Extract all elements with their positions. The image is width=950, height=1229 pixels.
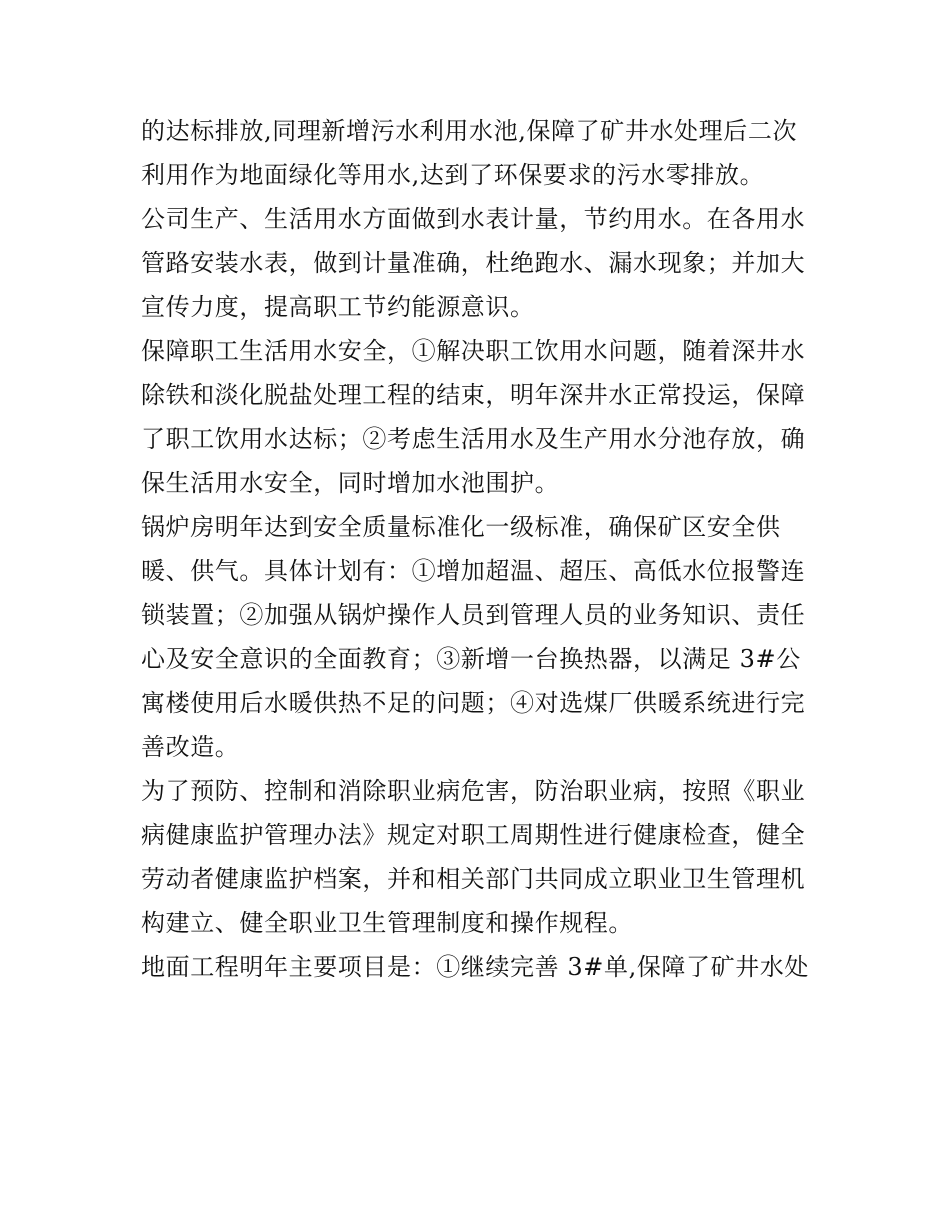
text-line: 宣传力度，提高职工节约能源意识。 [141, 293, 535, 321]
text-line: 管路安装水表，做到计量准确，杜绝跑水、漏水现象；并加大 [141, 249, 806, 277]
text-line: 寓楼使用后水暖供热不足的问题；④对选煤厂供暖系统进行完 [141, 689, 806, 717]
text-line: 除铁和淡化脱盐处理工程的结束，明年深井水正常投运，保障 [141, 381, 806, 409]
text-line: 病健康监护管理办法》规定对职工周期性进行健康检查，健全 [141, 821, 806, 849]
text-line: 锁装置；②加强从锅炉操作人员到管理人员的业务知识、责任 [141, 601, 806, 629]
text-line: 心及安全意识的全面教育；③新增一台换热器，以满足 3#公 [141, 645, 801, 673]
text-line: 构建立、健全职业卫生管理制度和操作规程。 [141, 909, 633, 937]
text-line: 为了预防、控制和消除职业病危害，防治职业病，按照《职业 [141, 777, 806, 805]
text-line: 了职工饮用水达标；②考虑生活用水及生产用水分池存放，确 [141, 425, 806, 453]
text-line: 锅炉房明年达到安全质量标准化一级标准，确保矿区安全供 [141, 513, 781, 541]
text-line: 地面工程明年主要项目是：①继续完善 3#单,保障了矿井水处 [141, 953, 810, 981]
text-line: 的达标排放,同理新增污水利用水池,保障了矿井水处理后二次 [141, 117, 798, 145]
text-line: 利用作为地面绿化等用水,达到了环保要求的污水零排放。 [141, 161, 765, 189]
text-line: 公司生产、生活用水方面做到水表计量，节约用水。在各用水 [141, 205, 806, 233]
text-line: 保生活用水安全，同时增加水池围护。 [141, 469, 560, 497]
document-body [141, 109, 821, 989]
text-line: 善改造。 [141, 733, 240, 761]
text-line: 保障职工生活用水安全，①解决职工饮用水问题，随着深井水 [141, 337, 806, 365]
text-line: 暖、供气。具体计划有：①增加超温、超压、高低水位报警连 [141, 557, 806, 585]
text-line: 劳动者健康监护档案，并和相关部门共同成立职业卫生管理机 [141, 865, 806, 893]
